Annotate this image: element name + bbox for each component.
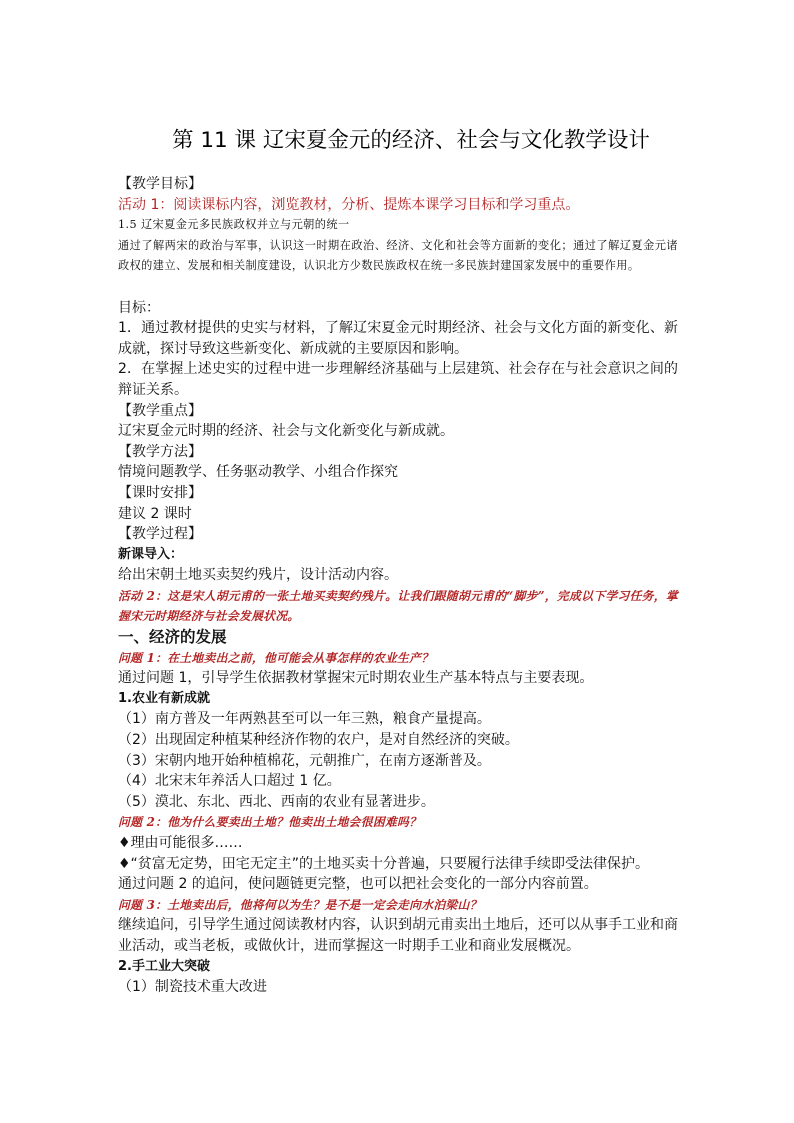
goal-2: 2．在掌握上述史实的过程中进一步理解经济基础与上层建筑、社会存在与社会意识之间的辩证关系。: [118, 361, 678, 398]
focus-header: 【教学重点】: [118, 402, 202, 419]
question-1: 问题 1：在土地卖出之前，他可能会从事怎样的农业生产？: [118, 650, 434, 665]
question-2-text: 通过问题 2 的追问，使问题链更完整，也可以把社会变化的一部分内容前置。: [118, 876, 598, 893]
reason-1: ♦理由可能很多……: [118, 835, 243, 852]
question-2: 问题 2：他为什么要卖出土地？他卖出土地会很困难吗？: [118, 815, 422, 830]
agriculture-item: （5）漠北、东北、西北、西南的农业有显著进步。: [118, 793, 435, 810]
method-header: 【教学方法】: [118, 443, 202, 460]
focus-text: 辽宋夏金元时期的经济、社会与文化新变化与新成就。: [118, 423, 454, 440]
schedule-header: 【课时安排】: [118, 484, 202, 501]
method-text: 情境问题教学、任务驱动教学、小组合作探究: [118, 464, 398, 481]
goal-label: 目标：: [118, 299, 160, 316]
agriculture-item: （1）南方普及一年两熟甚至可以一年三熟，粮食产量提高。: [118, 711, 491, 728]
handicraft-item: （1）制瓷技术重大改进: [118, 979, 267, 996]
agriculture-heading: 1.农业有新成就: [118, 690, 210, 706]
intro-label: 新课导入：: [118, 546, 184, 562]
agriculture-item: （4）北宋末年养活人口超过 1 亿。: [118, 773, 341, 790]
activity-2: 活动 2：这是宋人胡元甫的一张土地买卖契约残片。让我们跟随胡元甫的“脚步”，完成以下学习任务，掌握宋元时期经济与社会发展状况。: [118, 588, 678, 624]
intro-text: 给出宋朝土地买卖契约残片，设计活动内容。: [118, 567, 398, 584]
question-3-text: 继续追问，引导学生通过阅读教材内容，认识到胡元甫卖出土地后，还可以从事手工业和商业活动，或当老板，或做伙计，进而掌握这一时期手工业和商业发展概况。: [118, 917, 678, 954]
activity-1: 活动 1：阅读课标内容，浏览教材，分析、提炼本课学习目标和学习重点。: [118, 196, 580, 213]
agriculture-item: （2）出现固定种植某种经济作物的农户，是对自然经济的突破。: [118, 732, 519, 749]
handicraft-heading: 2.手工业大突破: [118, 958, 210, 974]
process-header: 【教学过程】: [118, 526, 202, 543]
page-title: 第 11 课 辽宋夏金元的经济、社会与文化教学设计: [172, 128, 650, 153]
standard-reference: 1.5 辽宋夏金元多民族政权并立与元朝的统一: [118, 218, 350, 232]
question-1-text: 通过问题 1，引导学生依据教材掌握宋元时期农业生产基本特点与主要表现。: [118, 670, 594, 687]
schedule-text: 建议 2 课时: [118, 505, 192, 522]
goals-header: 【教学目标】: [118, 176, 202, 192]
question-3: 问题 3：土地卖出后，他将何以为生？是不是一定会走向水泊梁山？: [118, 897, 482, 912]
agriculture-item: （3）宋朝内地开始种植棉花，元朝推广，在南方逐渐普及。: [118, 752, 491, 769]
reason-2: ♦“贫富无定势，田宅无定主”的土地买卖十分普遍，只要履行法律手续即受法律保护。: [118, 855, 650, 872]
document-body: [118, 174, 678, 998]
goal-1: 1．通过教材提供的史实与材料，了解辽宋夏金元时期经济、社会与文化方面的新变化、新成就，探讨导致这些新变化、新成就的主要原因和影响。: [118, 320, 678, 357]
standard-text: 通过了解两宋的政治与军事，认识这一时期在政治、经济、文化和社会等方面新的变化；通过了解辽夏金元诸政权的建立、发展和相关制度建设，认识北方少数民族政权在统一多民族封建国家发展中的重要作用。: [118, 238, 678, 273]
section-economy-heading: 一、经济的发展: [118, 628, 227, 647]
